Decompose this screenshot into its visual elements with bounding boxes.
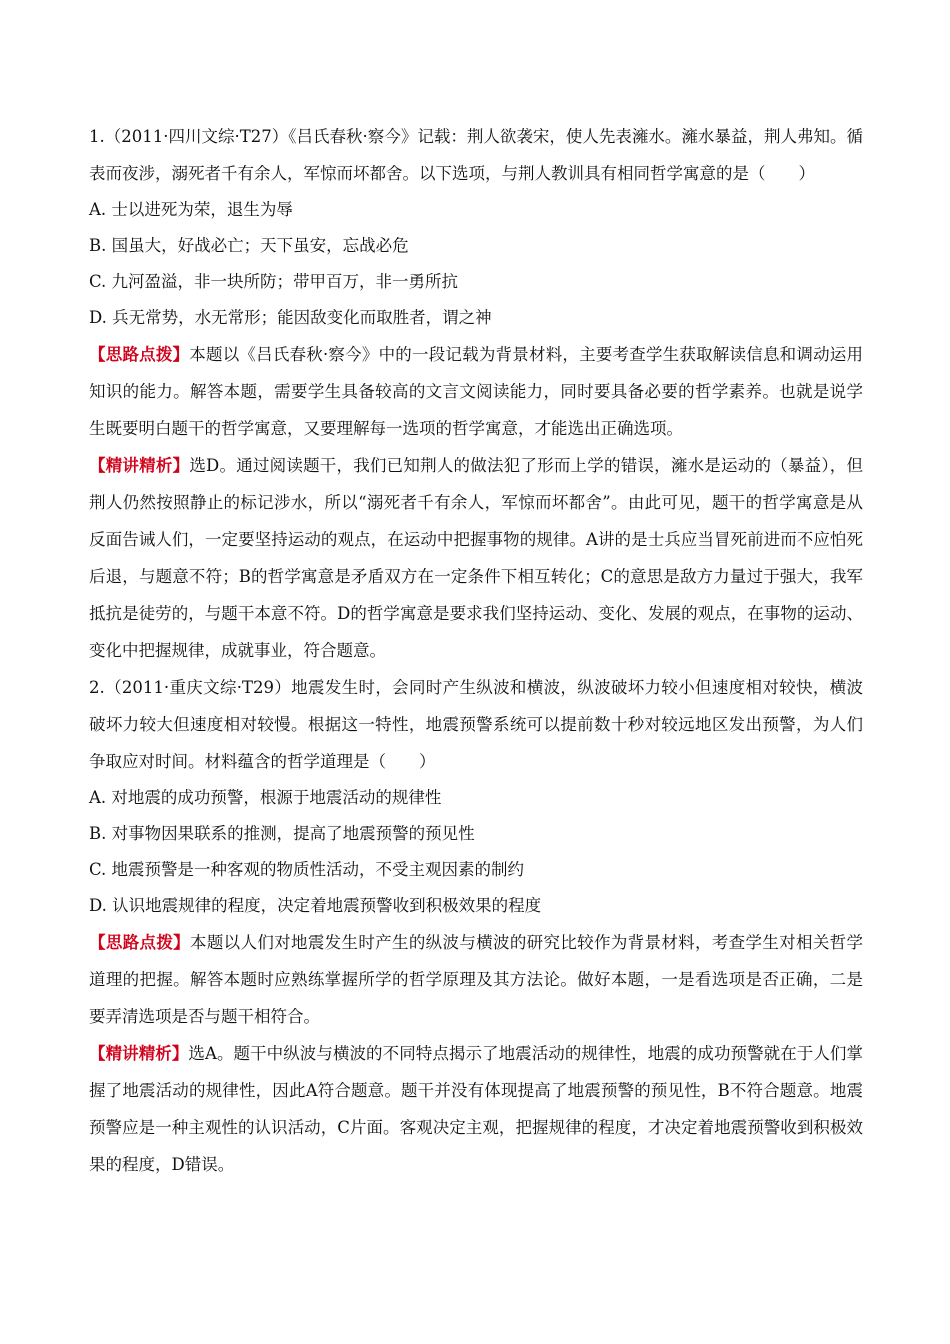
- option-a: A. 士以进死为荣，退生为辱: [89, 200, 293, 219]
- hint-paragraph: [89, 924, 863, 1035]
- option-b: B. 国虽大，好战必亡；天下虽安，忘战必危: [89, 236, 409, 255]
- option-c: C. 地震预警是一种客观的物质性活动，不受主观因素的制约: [89, 860, 525, 879]
- question-stem: 1.（2011·四川文综·T27）《吕氏春秋·察今》记载：荆人欲袭宋，使人先表澭水。澭水暴益，荆人弗知。循表而夜涉，溺死者千有余人，军惊而坏都舍。以下选项，与荆人教训具有相同哲学寓意的是（ ）: [89, 127, 863, 183]
- analysis-tag: 【精讲精析】: [89, 1044, 189, 1063]
- question-stem: 2.（2011·重庆文综·T29）地震发生时，会同时产生纵波和横波，纵波破坏力较小但速度相对较快，横波破坏力较大但速度相对较慢。根据这一特性，地震预警系统可以提前数十秒对较远地区发出预警，为人们争取应对时间。材料蕴含的哲学道理是（ ）: [89, 678, 863, 771]
- analysis-tag: 【精讲精析】: [89, 456, 190, 475]
- option-c: C. 九河盈溢，非一块所防；带甲百万，非一勇所抗: [89, 272, 459, 291]
- option-d: D. 兵无常势，水无常形；能因敌变化而取胜者，谓之神: [89, 308, 492, 327]
- analysis-text: 选D。通过阅读题干，我们已知荆人的做法犯了形而上学的错误，澭水是运动的（暴益），但荆人仍然按照静止的标记涉水，所以“溺死者千有余人，军惊而坏都舍”。由此可见，题干的哲学寓意是从反面告诫人们，一定要坚持运动的观点，在运动中把握事物的规律。A讲的是士兵应当冒死前进而不应怕死后退，与题意不符；B的哲学寓意是矛盾双方在一定条件下相互转化；C的意思是敌方力量过于强大，我军抵抗是徒劳的，与题干本意不符。D的哲学寓意是要求我们坚持运动、变化、发展的观点，在事物的运动、变化中把握规律，成就事业，符合题意。: [89, 456, 864, 660]
- hint-text: 本题以《吕氏春秋·察今》中的一段记载为背景材料，主要考查学生获取解读信息和调动运用知识的能力。解答本题，需要学生具备较高的文言文阅读能力，同时要具备必要的哲学素养。也就是说学生既要明白题干的哲学寓意，又要理解每一选项的哲学寓意，才能选出正确选项。: [89, 345, 864, 438]
- option-a: A. 对地震的成功预警，根源于地震活动的规律性: [89, 788, 442, 807]
- analysis-paragraph: [89, 447, 863, 669]
- hint-paragraph: [89, 336, 863, 447]
- option-d: D. 认识地震规律的程度，决定着地震预警收到积极效果的程度: [89, 896, 542, 915]
- question-1: [89, 118, 863, 669]
- document-content: [89, 118, 863, 1183]
- question-2: [89, 669, 863, 1183]
- analysis-text: 选A。题干中纵波与横波的不同特点揭示了地震活动的规律性，地震的成功预警就在于人们掌握了地震活动的规律性，因此A符合题意。题干并没有体现提高了地震预警的预见性，B不符合题意。地震预警应是一种主观性的认识活动，C片面。客观决定主观，把握规律的程度，才决定着地震预警收到积极效果的程度，D错误。: [89, 1044, 863, 1174]
- option-b: B. 对事物因果联系的推测，提高了地震预警的预见性: [89, 824, 475, 843]
- hint-text: 本题以人们对地震发生时产生的纵波与横波的研究比较作为背景材料，考查学生对相关哲学道理的把握。解答本题时应熟练掌握所学的哲学原理及其方法论。做好本题，一是看选项是否正确，二是要弄清选项是否与题干相符合。: [89, 933, 863, 1026]
- analysis-paragraph: [89, 1035, 863, 1183]
- hint-tag: 【思路点拨】: [89, 345, 190, 364]
- hint-tag: 【思路点拨】: [89, 933, 190, 952]
